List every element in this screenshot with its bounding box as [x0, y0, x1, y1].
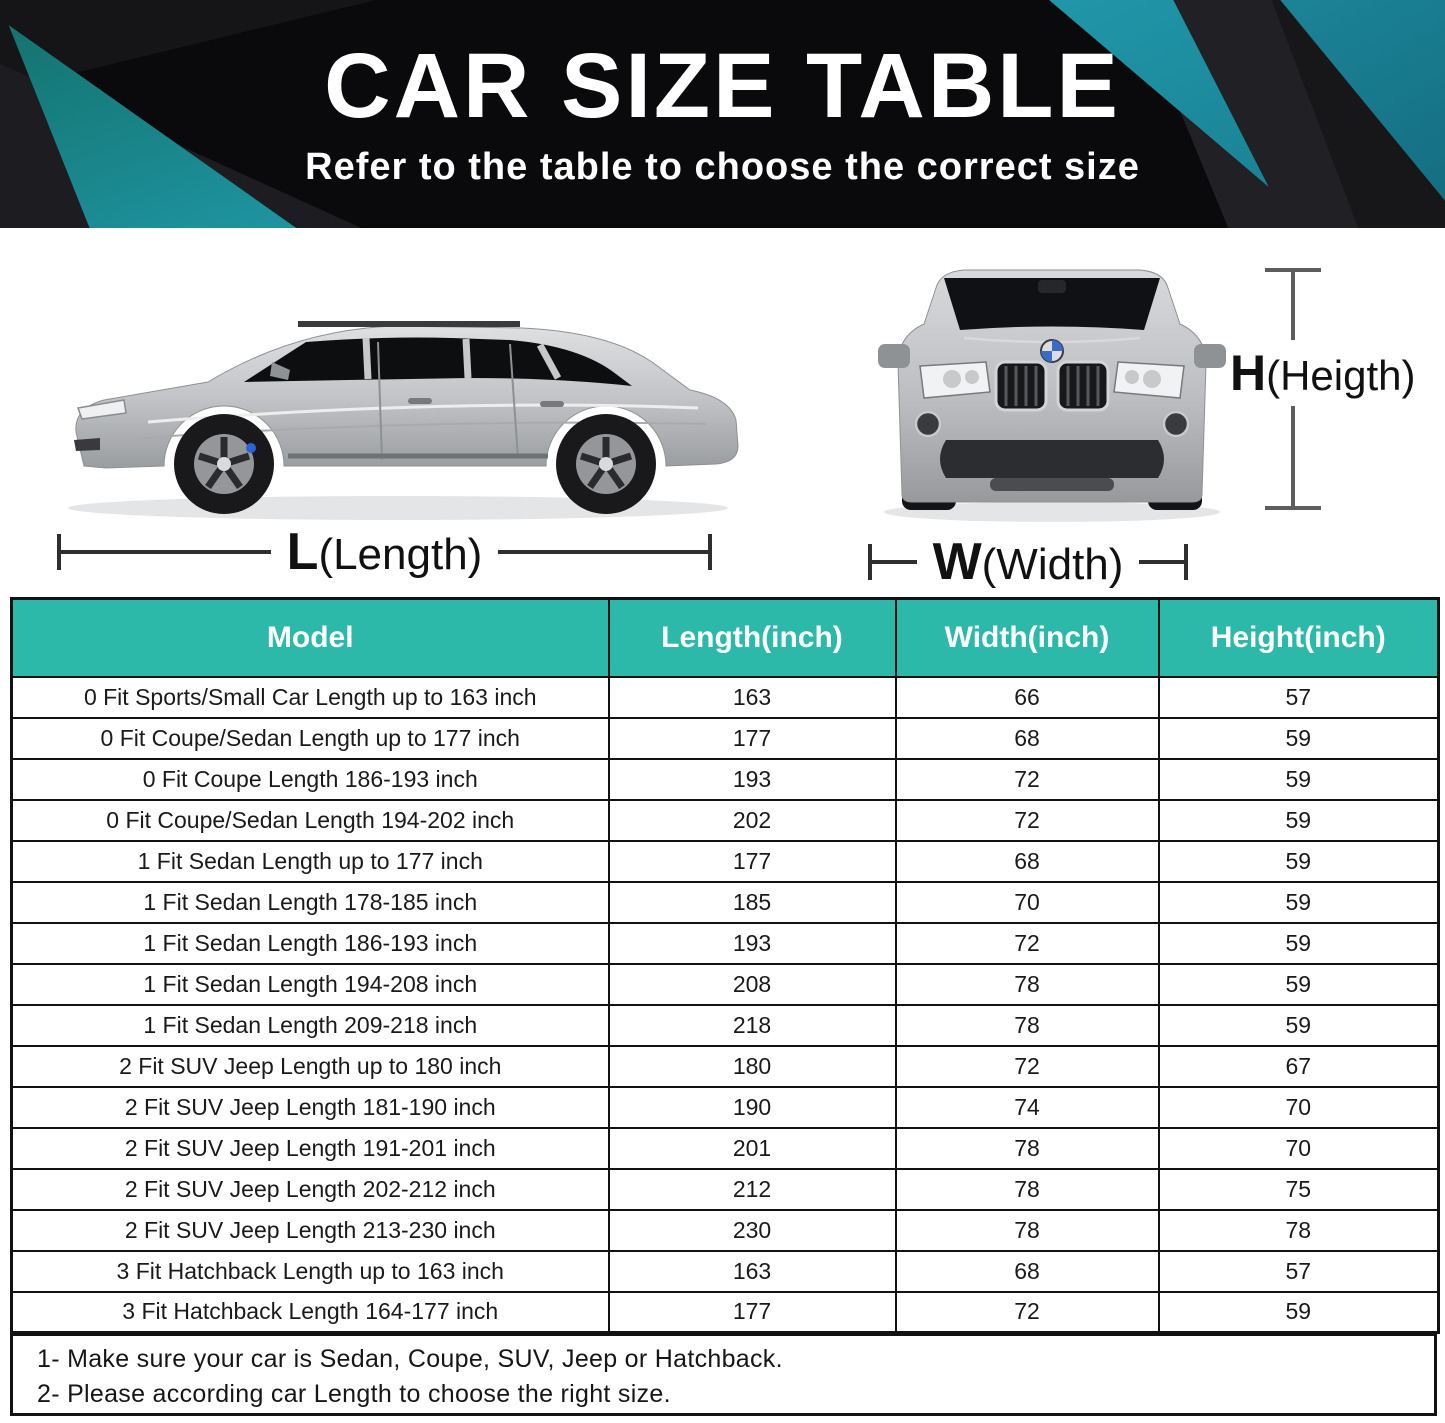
width-value-cell: 78	[896, 1005, 1159, 1046]
column-header-height: Height(inch)	[1159, 599, 1439, 677]
width-letter: W	[932, 533, 982, 591]
height-caption: (Heigth)	[1266, 352, 1416, 399]
length-value-cell: 212	[609, 1169, 896, 1210]
length-value-cell: 208	[609, 964, 896, 1005]
page-subtitle: Refer to the table to choose the correct size	[305, 145, 1140, 188]
column-header-length: Length(inch)	[609, 599, 896, 677]
length-value-cell: 202	[609, 800, 896, 841]
height-value-cell: 67	[1159, 1046, 1439, 1087]
banner	[0, 0, 1445, 228]
page-title: CAR SIZE TABLE	[324, 34, 1121, 137]
width-value-cell: 78	[896, 1128, 1159, 1169]
height-value-cell: 59	[1159, 718, 1439, 759]
length-label	[271, 522, 499, 582]
length-value-cell: 185	[609, 882, 896, 923]
dimension-line	[872, 560, 917, 564]
size-table-section	[10, 597, 1437, 1416]
height-value-cell: 57	[1159, 1251, 1439, 1292]
width-value-cell: 72	[896, 800, 1159, 841]
model-cell: 3 Fit Hatchback Length up to 163 inch	[12, 1251, 609, 1292]
height-value-cell: 59	[1159, 841, 1439, 882]
height-value-cell: 57	[1159, 677, 1439, 718]
table-row	[12, 1169, 1439, 1210]
width-caption: (Width)	[981, 540, 1124, 589]
width-value-cell: 72	[896, 1292, 1159, 1333]
height-value-cell: 59	[1159, 800, 1439, 841]
length-value-cell: 201	[609, 1128, 896, 1169]
note-1: 1- Make sure your car is Sedan, Coupe, SUV, Jeep or Hatchback.	[37, 1345, 783, 1373]
table-row	[12, 1087, 1439, 1128]
length-value-cell: 163	[609, 1251, 896, 1292]
length-value-cell: 190	[609, 1087, 896, 1128]
dimension-line	[61, 550, 271, 554]
table-row	[12, 759, 1439, 800]
suv-front-view-icon	[872, 244, 1232, 530]
width-label	[917, 532, 1140, 592]
model-cell: 0 Fit Coupe Length 186-193 inch	[12, 759, 609, 800]
model-cell: 2 Fit SUV Jeep Length 213-230 inch	[12, 1210, 609, 1251]
table-row	[12, 964, 1439, 1005]
note-2: 2- Please according car Length to choose the right size.	[37, 1380, 671, 1408]
length-caption: (Length)	[318, 530, 483, 579]
table-row	[12, 923, 1439, 964]
length-value-cell: 230	[609, 1210, 896, 1251]
height-value-cell: 78	[1159, 1210, 1439, 1251]
banner-text	[0, 0, 1445, 228]
suv-side-view-icon	[48, 250, 748, 526]
model-cell: 1 Fit Sedan Length 178-185 inch	[12, 882, 609, 923]
model-cell: 1 Fit Sedan Length up to 177 inch	[12, 841, 609, 882]
length-value-cell: 193	[609, 759, 896, 800]
height-label	[1228, 340, 1418, 406]
height-value-cell: 59	[1159, 1005, 1439, 1046]
width-value-cell: 72	[896, 923, 1159, 964]
dimension-cap	[708, 534, 712, 570]
length-value-cell: 177	[609, 718, 896, 759]
length-value-cell: 193	[609, 923, 896, 964]
dimension-line	[1139, 560, 1184, 564]
table-row	[12, 841, 1439, 882]
length-value-cell: 177	[609, 841, 896, 882]
front-wheel	[174, 414, 274, 514]
height-value-cell: 59	[1159, 1292, 1439, 1333]
rear-wheel	[556, 414, 656, 514]
length-value-cell: 218	[609, 1005, 896, 1046]
dimension-line	[498, 550, 708, 554]
column-header-model: Model	[12, 599, 609, 677]
width-value-cell: 72	[896, 1046, 1159, 1087]
model-cell: 1 Fit Sedan Length 194-208 inch	[12, 964, 609, 1005]
dimension-cap	[1265, 506, 1321, 510]
model-cell: 1 Fit Sedan Length 186-193 inch	[12, 923, 609, 964]
model-cell: 2 Fit SUV Jeep Length 191-201 inch	[12, 1128, 609, 1169]
height-value-cell: 70	[1159, 1087, 1439, 1128]
car-size-table	[10, 597, 1440, 1334]
table-row	[12, 1292, 1439, 1333]
table-row	[12, 800, 1439, 841]
length-value-cell: 163	[609, 677, 896, 718]
length-letter: L	[286, 523, 319, 581]
height-value-cell: 59	[1159, 882, 1439, 923]
table-row	[12, 1128, 1439, 1169]
model-cell: 0 Fit Coupe/Sedan Length 194-202 inch	[12, 800, 609, 841]
height-letter: H	[1230, 345, 1267, 401]
dimension-cap	[1184, 544, 1188, 580]
height-value-cell: 75	[1159, 1169, 1439, 1210]
width-value-cell: 72	[896, 759, 1159, 800]
height-value-cell: 59	[1159, 964, 1439, 1005]
length-value-cell: 177	[609, 1292, 896, 1333]
table-row	[12, 1005, 1439, 1046]
table-row	[12, 677, 1439, 718]
width-value-cell: 78	[896, 964, 1159, 1005]
model-cell: 3 Fit Hatchback Length 164-177 inch	[12, 1292, 609, 1333]
model-cell: 2 Fit SUV Jeep Length up to 180 inch	[12, 1046, 609, 1087]
length-dimension-line	[57, 522, 712, 582]
width-value-cell: 74	[896, 1087, 1159, 1128]
model-cell: 2 Fit SUV Jeep Length 202-212 inch	[12, 1169, 609, 1210]
model-cell: 2 Fit SUV Jeep Length 181-190 inch	[12, 1087, 609, 1128]
height-value-cell: 59	[1159, 759, 1439, 800]
table-row	[12, 882, 1439, 923]
size-table-body	[12, 677, 1439, 1333]
width-dimension-line	[868, 532, 1188, 592]
width-value-cell: 70	[896, 882, 1159, 923]
width-value-cell: 78	[896, 1210, 1159, 1251]
height-value-cell: 59	[1159, 923, 1439, 964]
width-value-cell: 78	[896, 1169, 1159, 1210]
width-value-cell: 66	[896, 677, 1159, 718]
table-header-row	[12, 599, 1439, 677]
table-row	[12, 718, 1439, 759]
model-cell: 1 Fit Sedan Length 209-218 inch	[12, 1005, 609, 1046]
model-cell: 0 Fit Sports/Small Car Length up to 163 inch	[12, 677, 609, 718]
width-value-cell: 68	[896, 718, 1159, 759]
column-header-width: Width(inch)	[896, 599, 1159, 677]
dimension-diagram	[0, 228, 1445, 597]
notes-box	[10, 1334, 1437, 1416]
length-value-cell: 180	[609, 1046, 896, 1087]
width-value-cell: 68	[896, 1251, 1159, 1292]
width-value-cell: 68	[896, 841, 1159, 882]
table-row	[12, 1046, 1439, 1087]
table-row	[12, 1251, 1439, 1292]
height-value-cell: 70	[1159, 1128, 1439, 1169]
model-cell: 0 Fit Coupe/Sedan Length up to 177 inch	[12, 718, 609, 759]
table-row	[12, 1210, 1439, 1251]
